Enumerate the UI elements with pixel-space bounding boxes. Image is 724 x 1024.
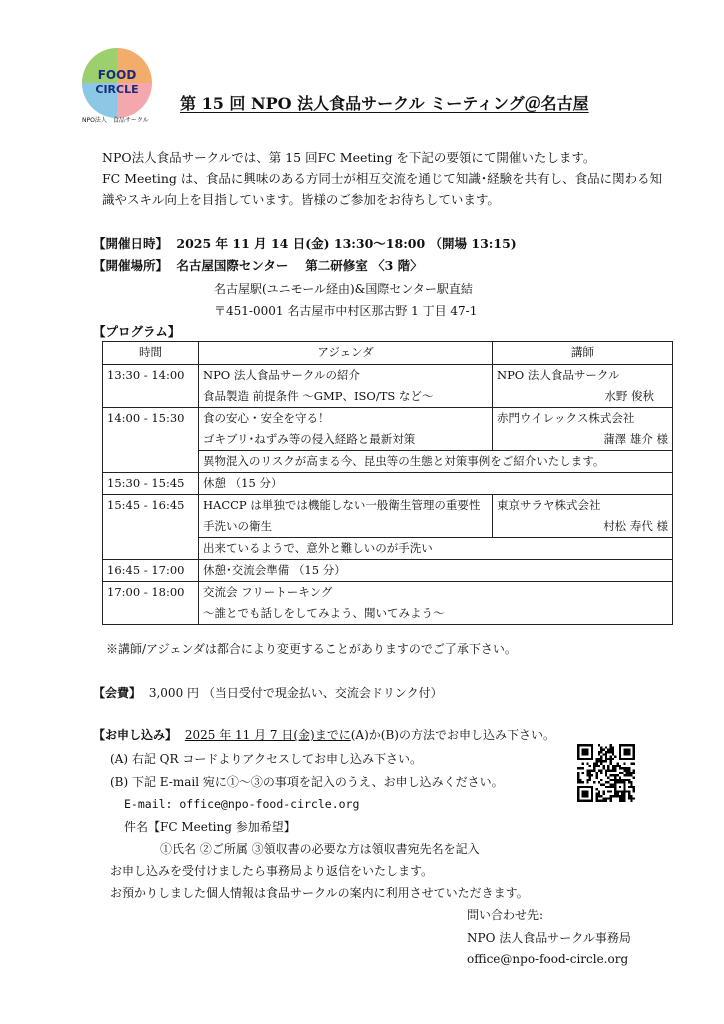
qr-module (609, 770, 611, 772)
row-time: 13:30 - 14:00 (103, 365, 199, 408)
qr-module (577, 779, 579, 781)
qr-module (621, 800, 623, 802)
qr-module (609, 746, 611, 748)
qr-module (633, 786, 635, 788)
qr-module (612, 746, 614, 748)
qr-module (633, 790, 635, 792)
qr-module (600, 779, 602, 781)
agenda-line: NPO 法人食品サークルの紹介 (203, 368, 361, 382)
qr-module (619, 800, 621, 802)
qr-module (614, 767, 616, 769)
qr-module (607, 751, 609, 753)
qr-module (577, 767, 579, 769)
qr-module (577, 776, 579, 778)
qr-module (616, 765, 618, 767)
qr-module (628, 774, 630, 776)
qr-module (593, 770, 595, 772)
qr-module (605, 772, 607, 774)
qr-module (623, 795, 625, 797)
qr-module (628, 797, 630, 799)
qr-module (607, 770, 609, 772)
qr-module (607, 749, 609, 751)
table-row (103, 365, 673, 408)
qr-module (596, 765, 598, 767)
qr-module (630, 774, 632, 776)
row-agenda: 休憩 （15 分） (199, 473, 673, 495)
qr-module (598, 758, 600, 760)
apply-rest: (A)か(B)の方法でお申し込み下さい。 (350, 728, 555, 742)
qr-module (619, 779, 621, 781)
venue-label: 【開催場所】 (93, 258, 169, 273)
qr-module (596, 776, 598, 778)
apply-privacy: お預かりしました個人情報は食品サークルの案内に利用させていただきます。 (110, 886, 529, 900)
row-time: 17:00 - 18:00 (103, 582, 199, 625)
qr-module (621, 793, 623, 795)
fee-value: 3,000 円 （当日受付で現金払い、交流会ドリンク付） (148, 686, 443, 700)
qr-module (605, 751, 607, 753)
header-agenda: アジェンダ (199, 342, 493, 365)
qr-module (609, 744, 611, 746)
qr-module (605, 760, 607, 762)
qr-module (589, 772, 591, 774)
agenda-line: 食の安心・安全を守る！ (203, 411, 330, 425)
qr-module (616, 763, 618, 765)
row-time: 15:30 - 15:45 (103, 473, 199, 495)
qr-module (586, 772, 588, 774)
row-agenda (199, 408, 493, 451)
qr-module (579, 779, 581, 781)
qr-module (598, 770, 600, 772)
logo-text-circle: CIRCLE (95, 83, 139, 96)
speaker-org: NPO 法人食品サークル (497, 368, 620, 382)
qr-module (630, 763, 632, 765)
qr-module (600, 758, 602, 760)
qr-module (633, 797, 635, 799)
qr-module (598, 765, 600, 767)
qr-module (596, 763, 598, 765)
qr-module (628, 767, 630, 769)
qr-module (609, 763, 611, 765)
apply-email[interactable]: E-mail: office@npo-food-circle.org (124, 797, 360, 811)
qr-module (596, 797, 598, 799)
qr-module (603, 749, 605, 751)
qr-module (598, 760, 600, 762)
qr-module (582, 767, 584, 769)
qr-module (603, 765, 605, 767)
qr-module (605, 746, 607, 748)
qr-module (621, 772, 623, 774)
table-row (103, 582, 673, 625)
qr-module (623, 770, 625, 772)
qr-module (621, 795, 623, 797)
qr-module (621, 767, 623, 769)
qr-module (623, 797, 625, 799)
apply-items: ①氏名 ②ご所属 ③領収書の必要な方は領収書宛先名を記入 (160, 842, 480, 856)
row-note: 異物混入のリスクが高まる今、昆虫等の生態と対策事例をご紹介いたします。 (199, 451, 673, 473)
qr-module (605, 786, 607, 788)
qr-module (605, 774, 607, 776)
qr-module (596, 760, 598, 762)
qr-module (600, 751, 602, 753)
qr-module (626, 770, 628, 772)
qr-module (598, 795, 600, 797)
qr-module (607, 767, 609, 769)
qr-module (621, 779, 623, 781)
qr-module (593, 763, 595, 765)
apply-label: 【お申し込み】 (93, 728, 178, 742)
qr-module (607, 765, 609, 767)
table-row (103, 408, 673, 451)
qr-module (598, 753, 600, 755)
qr-module (626, 790, 628, 792)
program-label: 【プログラム】 (93, 324, 181, 339)
qr-module (605, 800, 607, 802)
speaker-name: 蒲澤 雄介 様 (603, 432, 668, 446)
qr-module (616, 793, 618, 795)
qr-module (600, 770, 602, 772)
qr-module (605, 770, 607, 772)
qr-module (605, 758, 607, 760)
qr-module (598, 744, 600, 746)
qr-module (600, 749, 602, 751)
qr-module (609, 783, 611, 785)
row-time: 15:45 - 16:45 (103, 495, 199, 560)
qr-module (609, 758, 611, 760)
qr-module (619, 772, 621, 774)
qr-module (626, 779, 628, 781)
qr-module (603, 753, 605, 755)
venue-value: 名古屋国際センター 第二研修室 〈3 階〉 (176, 258, 423, 273)
row-note: 出来ているようで、意外と難しいのが手洗い (199, 538, 673, 560)
qr-module (609, 786, 611, 788)
qr-module (603, 760, 605, 762)
qr-module (626, 772, 628, 774)
apply-deadline: 2025 年 11 月 7 日(金)までに (184, 728, 351, 742)
contact-label: 問い合わせ先: (467, 908, 544, 922)
qr-module (623, 763, 625, 765)
qr-module (582, 781, 584, 783)
apply-option-a: (A) 右記 QR コードよりアクセスしてお申し込み下さい。 (110, 752, 422, 766)
qr-module (630, 797, 632, 799)
qr-module (628, 793, 630, 795)
qr-module (589, 770, 591, 772)
qr-module (612, 774, 614, 776)
qr-module (612, 783, 614, 785)
qr-module (621, 797, 623, 799)
speaker-name: 水野 俊秋 (604, 389, 654, 403)
qr-module (614, 795, 616, 797)
qr-module (630, 783, 632, 785)
intro-line-2: FC Meeting は、食品に興味のある方同士が相互交流を通じて知識･経験を共有し、食品に関わる知 (102, 171, 663, 186)
contact-email[interactable]: office@npo-food-circle.org (467, 952, 629, 966)
page-title: 第 15 回 NPO 法人食品サークル ミーティング＠名古屋 (180, 94, 589, 113)
qr-module (600, 783, 602, 785)
food-circle-logo (82, 48, 152, 118)
qr-code-icon[interactable] (577, 744, 635, 802)
row-time: 14:00 - 15:30 (103, 408, 199, 473)
qr-module (628, 781, 630, 783)
program-header-row (103, 342, 673, 365)
venue-row (93, 256, 423, 274)
qr-module (598, 781, 600, 783)
qr-module (596, 788, 598, 790)
qr-module (616, 795, 618, 797)
qr-module (603, 800, 605, 802)
qr-module (600, 795, 602, 797)
fee-label: 【会費】 (93, 686, 142, 700)
qr-module (591, 770, 593, 772)
qr-module (596, 793, 598, 795)
qr-module (609, 797, 611, 799)
qr-module (579, 767, 581, 769)
qr-module (619, 797, 621, 799)
qr-module (593, 767, 595, 769)
qr-module (612, 758, 614, 760)
qr-module (607, 790, 609, 792)
row-speaker (493, 495, 673, 538)
qr-module (605, 753, 607, 755)
qr-module (596, 758, 598, 760)
program-table (102, 341, 673, 625)
qr-module (591, 774, 593, 776)
qr-module (623, 767, 625, 769)
qr-module (598, 790, 600, 792)
qr-module (596, 774, 598, 776)
qr-module (633, 772, 635, 774)
qr-module (619, 765, 621, 767)
qr-module (603, 783, 605, 785)
qr-module (607, 781, 609, 783)
qr-module (607, 797, 609, 799)
qr-module (623, 793, 625, 795)
qr-module (614, 765, 616, 767)
agenda-line: 手洗いの衛生 (203, 519, 272, 533)
row-agenda (199, 495, 493, 538)
qr-module (612, 795, 614, 797)
qr-module (603, 767, 605, 769)
qr-module (586, 774, 588, 776)
datetime-value: 2025 年 11 月 14 日(金) 13:30～18:00 （開場 13:15) (176, 236, 517, 251)
qr-module (626, 767, 628, 769)
qr-module (605, 797, 607, 799)
qr-module (596, 772, 598, 774)
qr-module (630, 781, 632, 783)
qr-module (626, 774, 628, 776)
qr-module (612, 765, 614, 767)
qr-module (609, 756, 611, 758)
intro-line-3: 識やスキル向上を目指しています。皆様のご参加をお待ちしています。 (102, 192, 500, 207)
qr-module (609, 749, 611, 751)
agenda-line: ～誰とでも話しをしてみよう、聞いてみよう～ (203, 606, 445, 620)
qr-module (612, 753, 614, 755)
apply-row (93, 726, 555, 743)
qr-module (628, 770, 630, 772)
qr-module (623, 800, 625, 802)
qr-module (598, 751, 600, 753)
qr-module (612, 751, 614, 753)
qr-module (633, 788, 635, 790)
table-row (103, 495, 673, 538)
qr-module (607, 776, 609, 778)
qr-module (589, 774, 591, 776)
datetime-label: 【開催日時】 (93, 236, 169, 251)
speaker-org: 赤門ウイレックス株式会社 (497, 411, 635, 425)
qr-module (612, 770, 614, 772)
qr-module (598, 793, 600, 795)
row-time: 16:45 - 17:00 (103, 560, 199, 582)
qr-module (598, 800, 600, 802)
apply-subject: 件名【FC Meeting 参加希望】 (124, 820, 296, 834)
agenda-line: ゴキブリ･ねずみ等の侵入経路と最新対策 (203, 432, 416, 446)
qr-module (586, 779, 588, 781)
qr-module (614, 779, 616, 781)
qr-module (609, 790, 611, 792)
venue-access: 名古屋駅(ユニモール経由)&国際センター駅直結 (214, 282, 473, 296)
qr-module (609, 760, 611, 762)
qr-module (628, 779, 630, 781)
qr-module (628, 795, 630, 797)
header-time: 時間 (103, 342, 199, 365)
qr-module (593, 781, 595, 783)
contact-org: NPO 法人食品サークル事務局 (467, 931, 631, 945)
table-row (103, 473, 673, 495)
qr-module (609, 800, 611, 802)
agenda-line: 交流会 フリートーキング (203, 585, 333, 599)
qr-module (619, 795, 621, 797)
qr-module (633, 770, 635, 772)
qr-module (579, 781, 581, 783)
qr-module (603, 793, 605, 795)
qr-module (612, 749, 614, 751)
qr-module (623, 779, 625, 781)
qr-module (614, 770, 616, 772)
qr-module (600, 800, 602, 802)
qr-module (619, 776, 621, 778)
row-agenda (199, 582, 673, 625)
qr-module (603, 797, 605, 799)
qr-module (589, 765, 591, 767)
qr-module (630, 772, 632, 774)
qr-module (600, 760, 602, 762)
qr-module (582, 772, 584, 774)
qr-module (589, 776, 591, 778)
qr-module (593, 765, 595, 767)
intro-line-1: NPO法人食品サークルでは、第 15 回FC Meeting を下記の要領にて開催いたします。 (102, 150, 596, 165)
qr-module (600, 746, 602, 748)
apply-reply: お申し込みを受付けましたら事務局より返信をいたします。 (110, 864, 434, 878)
speaker-org: 東京サラヤ株式会社 (497, 498, 601, 512)
qr-module (577, 772, 579, 774)
qr-module (603, 790, 605, 792)
qr-module (586, 763, 588, 765)
qr-module (586, 770, 588, 772)
qr-module (628, 786, 630, 788)
qr-module (630, 800, 632, 802)
agenda-line: HACCP は単独では機能しない一般衛生管理の重要性 (203, 498, 481, 512)
row-speaker (493, 365, 673, 408)
qr-module (582, 763, 584, 765)
apply-option-b: (B) 下記 E-mail 宛に①～③の事項を記入のうえ、お申し込みください。 (110, 775, 504, 789)
qr-module (600, 772, 602, 774)
header-speaker: 講師 (493, 342, 673, 365)
qr-module (607, 758, 609, 760)
row-agenda (199, 365, 493, 408)
qr-module (605, 756, 607, 758)
qr-module (633, 776, 635, 778)
qr-module (586, 781, 588, 783)
qr-module (612, 767, 614, 769)
fee-row (93, 684, 443, 701)
qr-module (609, 795, 611, 797)
qr-module (614, 776, 616, 778)
venue-address: 〒451-0001 名古屋市中村区那古野 1 丁目 47-1 (214, 304, 478, 318)
qr-module (609, 779, 611, 781)
qr-module (600, 756, 602, 758)
logo-text-food: FOOD (97, 68, 137, 82)
qr-module (612, 779, 614, 781)
qr-module (612, 786, 614, 788)
table-row (103, 560, 673, 582)
qr-module (614, 774, 616, 776)
datetime-row (93, 234, 517, 252)
qr-module (596, 795, 598, 797)
row-agenda: 休憩･交流会準備 （15 分） (199, 560, 673, 582)
qr-module (609, 774, 611, 776)
qr-module (600, 763, 602, 765)
program-notice: ※講師/アジェンダは都合により変更することがありますのでご了承下さい。 (106, 642, 517, 656)
qr-module (628, 772, 630, 774)
qr-module (614, 756, 616, 758)
row-speaker (493, 408, 673, 451)
qr-module (616, 774, 618, 776)
qr-module (628, 790, 630, 792)
qr-module (630, 795, 632, 797)
qr-module (577, 781, 579, 783)
qr-module (614, 793, 616, 795)
speaker-name: 村松 寿代 様 (603, 519, 668, 533)
qr-module (616, 779, 618, 781)
qr-module (596, 800, 598, 802)
qr-module (623, 774, 625, 776)
logo-subtitle: NPO法人 食品サークル (82, 117, 149, 124)
qr-module (607, 786, 609, 788)
qr-module (630, 786, 632, 788)
qr-module (577, 774, 579, 776)
qr-module (589, 779, 591, 781)
qr-module (633, 763, 635, 765)
qr-module (619, 767, 621, 769)
qr-module (605, 781, 607, 783)
agenda-line: 食品製造 前提条件 ～GMP、ISO/TS など～ (203, 389, 434, 403)
qr-module (609, 751, 611, 753)
